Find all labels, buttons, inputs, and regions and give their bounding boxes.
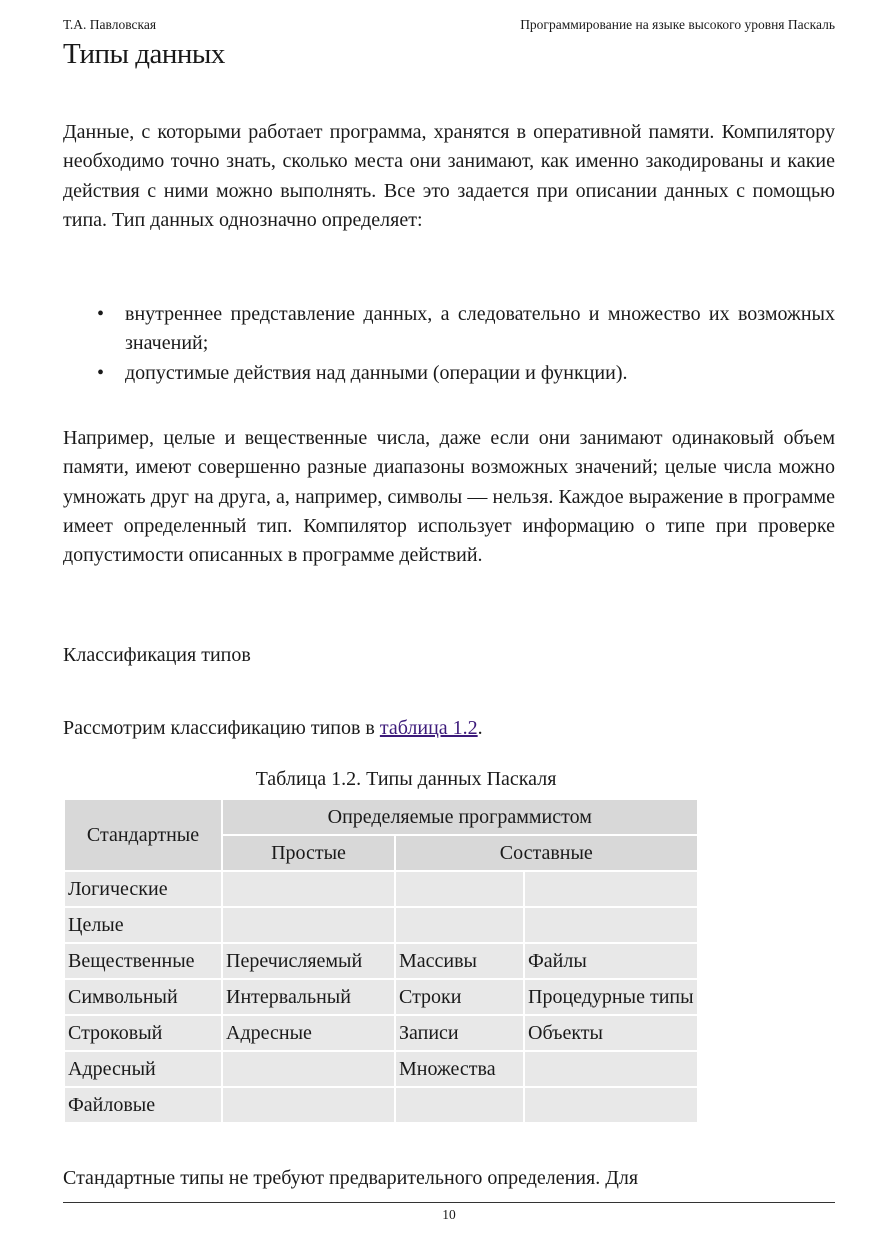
table-cell [525, 908, 697, 942]
table-caption: Таблица 1.2. Типы данных Паскаля [255, 768, 557, 790]
table-cell [223, 908, 394, 942]
table-cell: Целые [65, 908, 221, 942]
table-cell: Перечисляемый [223, 944, 394, 978]
table-cell: Интервальный [223, 980, 394, 1014]
paragraph-intro: Данные, с которыми работает программа, хранятся в оперативной памяти. Компилятору необходимо точно знать, сколько места они занимают, как именно закодированы и какие действия с ними можно выполнять. Все это задается при описании данных с помощью типа. Тип данных однозначно определяет: [63, 121, 835, 231]
table-link[interactable]: таблица 1.2 [379, 717, 478, 739]
table-cell [525, 872, 697, 906]
table-cell [525, 1088, 697, 1122]
header-composite: Составные [396, 836, 697, 870]
page-number: 10 [63, 1202, 835, 1223]
bullet-icon: • [97, 361, 105, 384]
table-cell [525, 1052, 697, 1086]
header-standard: Стандартные [65, 800, 221, 870]
table-cell: Адресный [65, 1052, 221, 1086]
table-cell: Процедурные типы [525, 980, 697, 1014]
table-row [65, 1088, 697, 1122]
bullet-list [63, 300, 835, 388]
table-cell: Множества [396, 1052, 523, 1086]
header-author: Т.А. Павловская [63, 17, 157, 32]
table-cell: Адресные [223, 1016, 394, 1050]
table-cell: Строковый [65, 1016, 221, 1050]
paragraph-reference: Рассмотрим классификацию типов в таблица 1.2. [63, 717, 483, 739]
list-item: • внутреннее представление данных, а следовательно и множество их возможных значений; [63, 300, 835, 359]
header-simple: Простые [223, 836, 394, 870]
table-cell [223, 872, 394, 906]
table-cell: Строки [396, 980, 523, 1014]
table-cell [223, 1052, 394, 1086]
paragraph-example: Например, целые и вещественные числа, даже если они занимают одинаковый объем памяти, имеют совершенно разные диапазоны возможных значений; целые числа можно умножать друг на друга, а, например, символы — нельзя. Каждое выражение в программе имеет определенный тип. Компилятор использует информацию о типе при проверке допустимости описанных в программе действий. [63, 427, 835, 567]
table-cell [223, 1088, 394, 1122]
table-cell [396, 872, 523, 906]
table-row [65, 908, 697, 942]
types-table [63, 798, 699, 1124]
header-user-defined: Определяемые программистом [223, 800, 697, 834]
list-item: • допустимые действия над данными (операции и функции). [63, 359, 835, 388]
table-cell: Массивы [396, 944, 523, 978]
bullet-icon: • [97, 303, 105, 325]
table-row [65, 872, 697, 906]
section-heading: Классификация типов [63, 644, 251, 666]
table-cell: Файловые [65, 1088, 221, 1122]
page-title: Типы данных [63, 38, 225, 70]
table-row [65, 980, 697, 1014]
header-book-title: Программирование на языке высокого уровня Паскаль [520, 17, 835, 32]
table-cell: Символьный [65, 980, 221, 1014]
table-row [65, 944, 697, 978]
table-cell: Объекты [525, 1016, 697, 1050]
table-row [65, 1052, 697, 1086]
table-cell: Вещественные [65, 944, 221, 978]
table-cell: Записи [396, 1016, 523, 1050]
table-cell [396, 908, 523, 942]
table-cell [396, 1088, 523, 1122]
table-cell: Логические [65, 872, 221, 906]
paragraph-standard-types: Стандартные типы не требуют предварительного определения. Для [63, 1167, 639, 1189]
table-cell: Файлы [525, 944, 697, 978]
table-row [65, 1016, 697, 1050]
